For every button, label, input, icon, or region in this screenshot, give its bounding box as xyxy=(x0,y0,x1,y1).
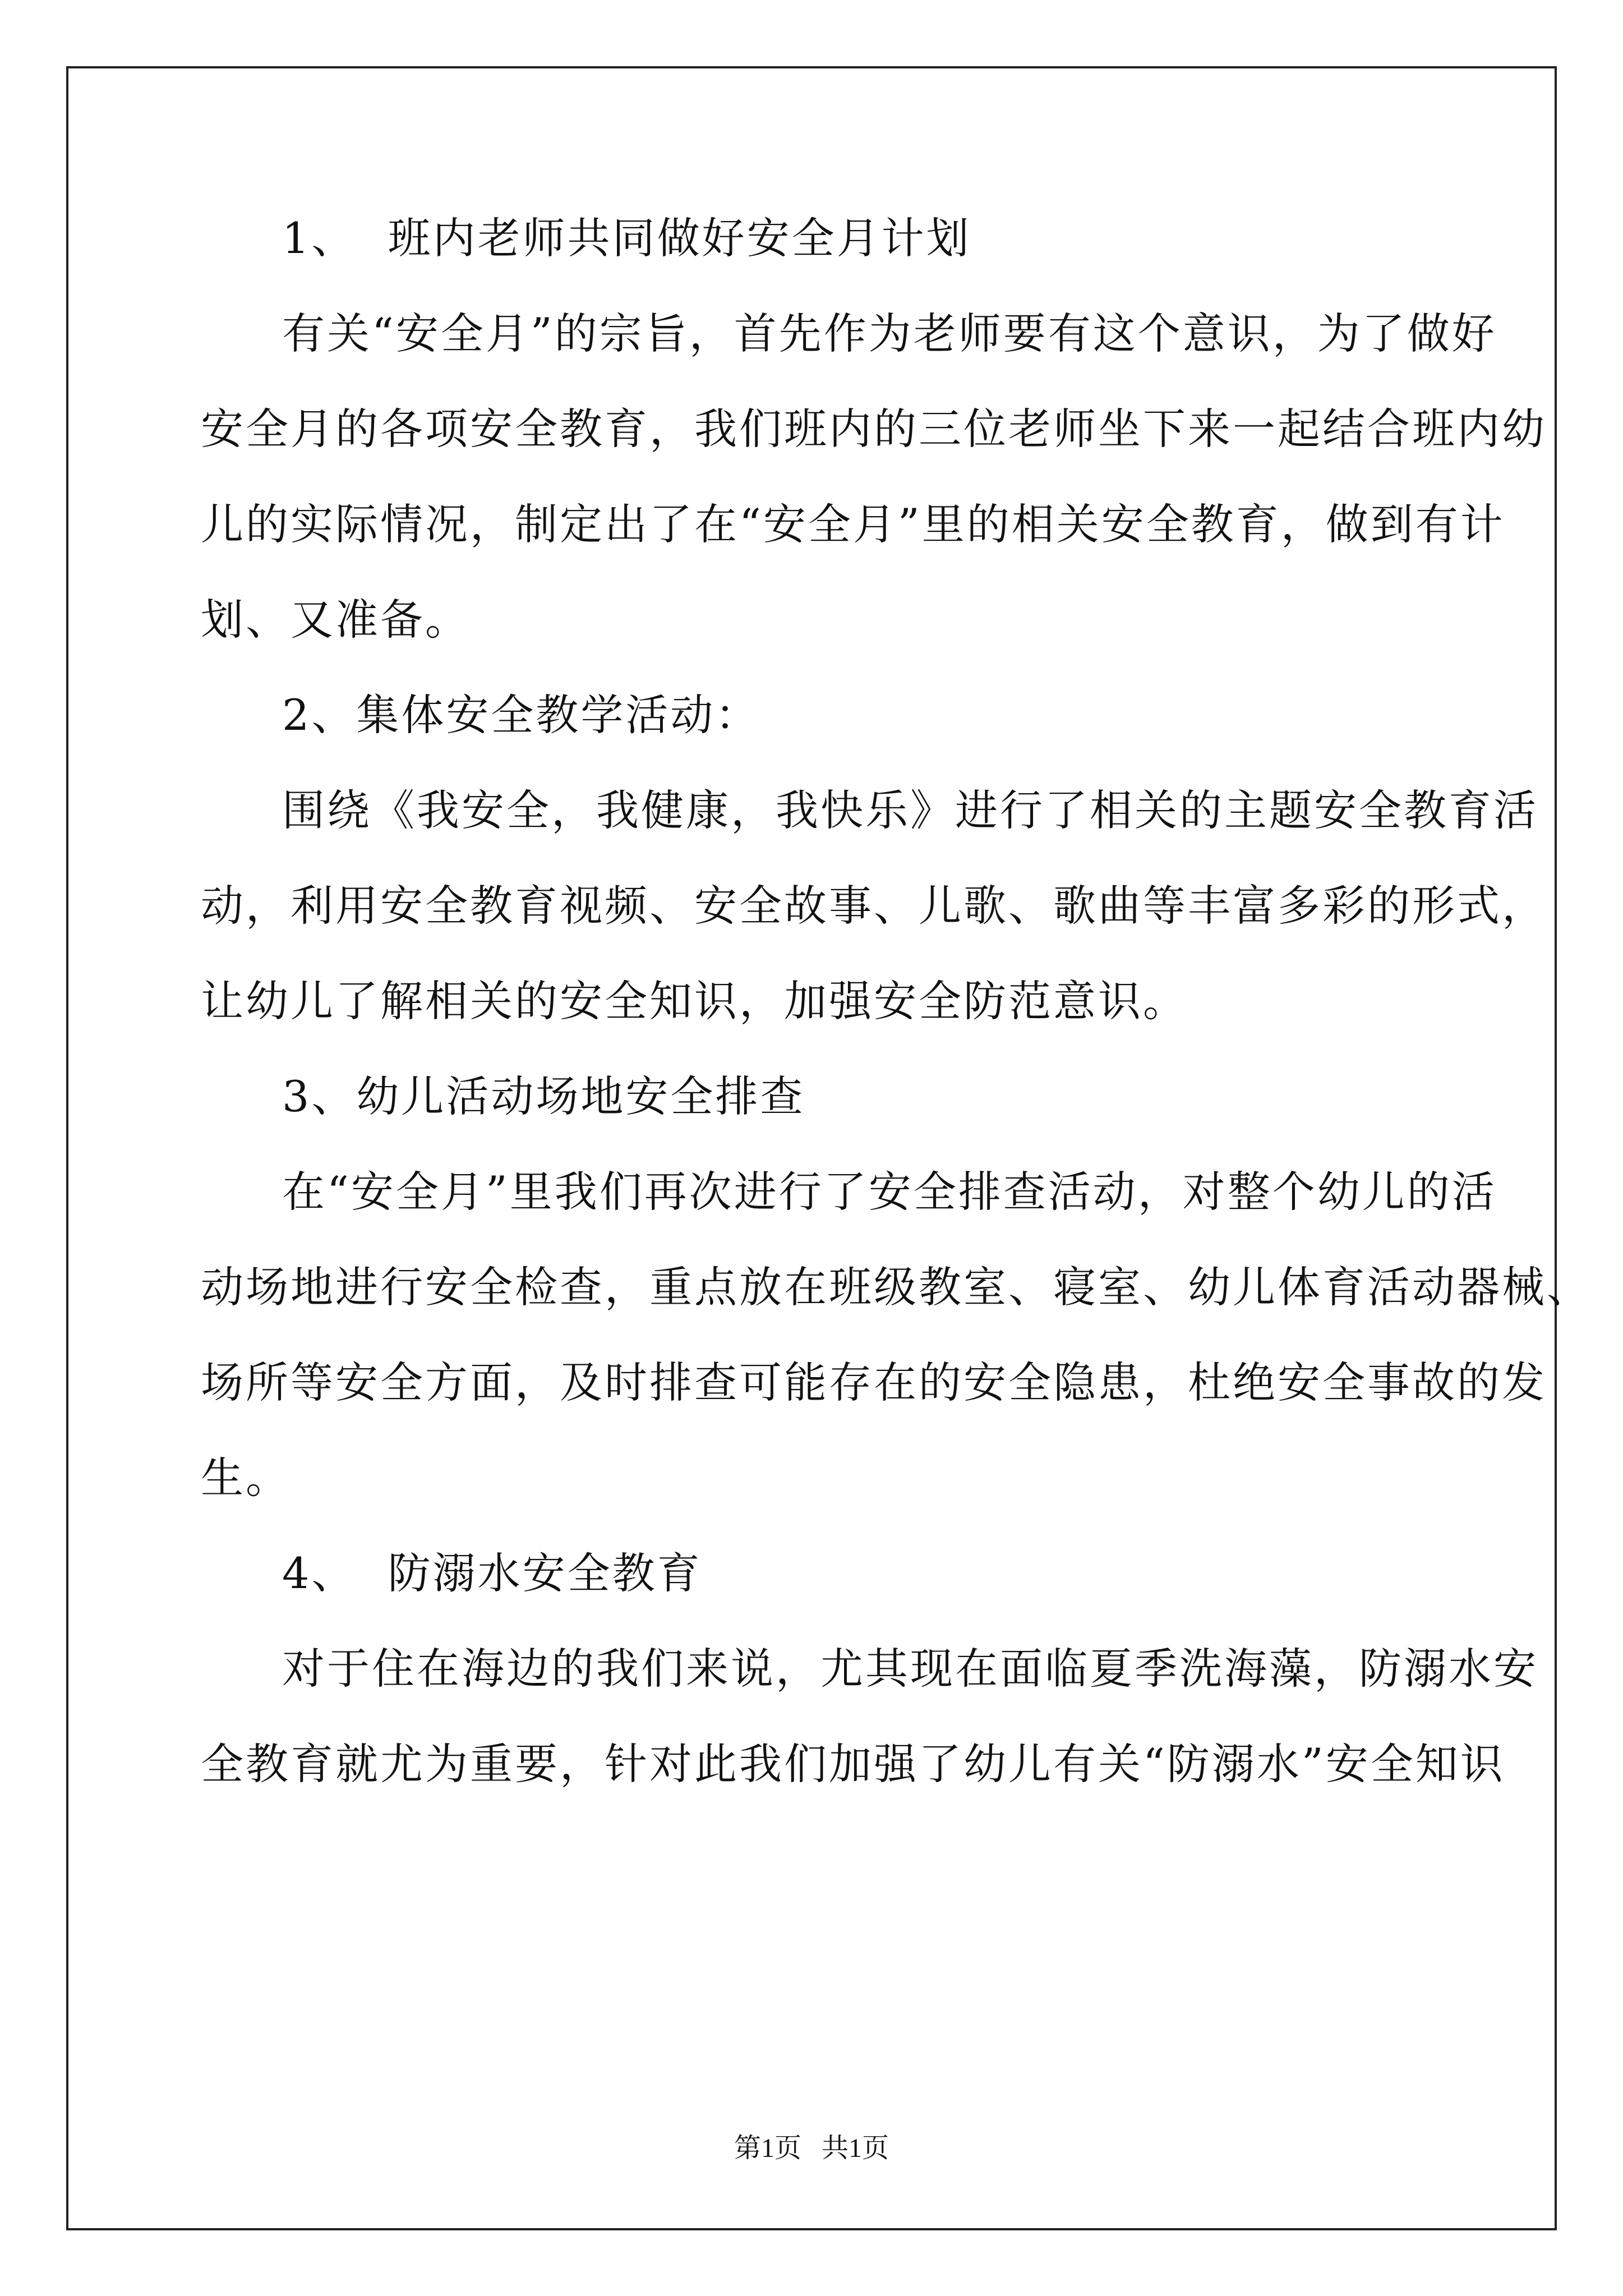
paragraph-line: 有关“安全月”的宗旨，首先作为老师要有这个意识，为了做好 xyxy=(282,309,1497,358)
section-heading-2: 2、集体安全教学活动： xyxy=(282,690,760,740)
paragraph-line: 让幼儿了解相关的安全知识，加强安全防范意识。 xyxy=(201,976,1188,1026)
paragraph-line: 在“安全月”里我们再次进行了安全排查活动，对整个幼儿的活 xyxy=(282,1167,1497,1217)
section-heading-3: 3、幼儿活动场地安全排查 xyxy=(282,1071,805,1121)
paragraph-line: 场所等安全方面，及时排查可能存在的安全隐患，杜绝安全事故的发 xyxy=(201,1358,1547,1407)
page-border xyxy=(66,66,1557,2230)
paragraph-line: 动，利用安全教育视频、安全故事、儿歌、歌曲等丰富多彩的形式， xyxy=(201,881,1547,931)
section-heading-1: 1、 班内老师共同做好安全月计划 xyxy=(282,213,971,263)
paragraph-line: 围绕《我安全，我健康，我快乐》进行了相关的主题安全教育活 xyxy=(282,785,1538,835)
page-footer: 第1页 共1页 xyxy=(734,2133,889,2163)
paragraph-line: 生。 xyxy=(201,1453,291,1503)
paragraph-line: 全教育就尤为重要，针对此我们加强了幼儿有关“防溺水”安全知识 xyxy=(201,1739,1505,1789)
paragraph-line: 动场地进行安全检查，重点放在班级教室、寝室、幼儿体育活动器械、 xyxy=(201,1262,1592,1312)
paragraph-line: 划、又准备。 xyxy=(201,595,470,645)
paragraph-line: 对于住在海边的我们来说，尤其现在面临夏季洗海藻，防溺水安 xyxy=(282,1644,1538,1694)
paragraph-line: 安全月的各项安全教育，我们班内的三位老师坐下来一起结合班内幼 xyxy=(201,404,1547,454)
section-heading-4: 4、 防溺水安全教育 xyxy=(282,1548,702,1598)
paragraph-line: 儿的实际情况，制定出了在“安全月”里的相关安全教育，做到有计 xyxy=(201,499,1505,549)
